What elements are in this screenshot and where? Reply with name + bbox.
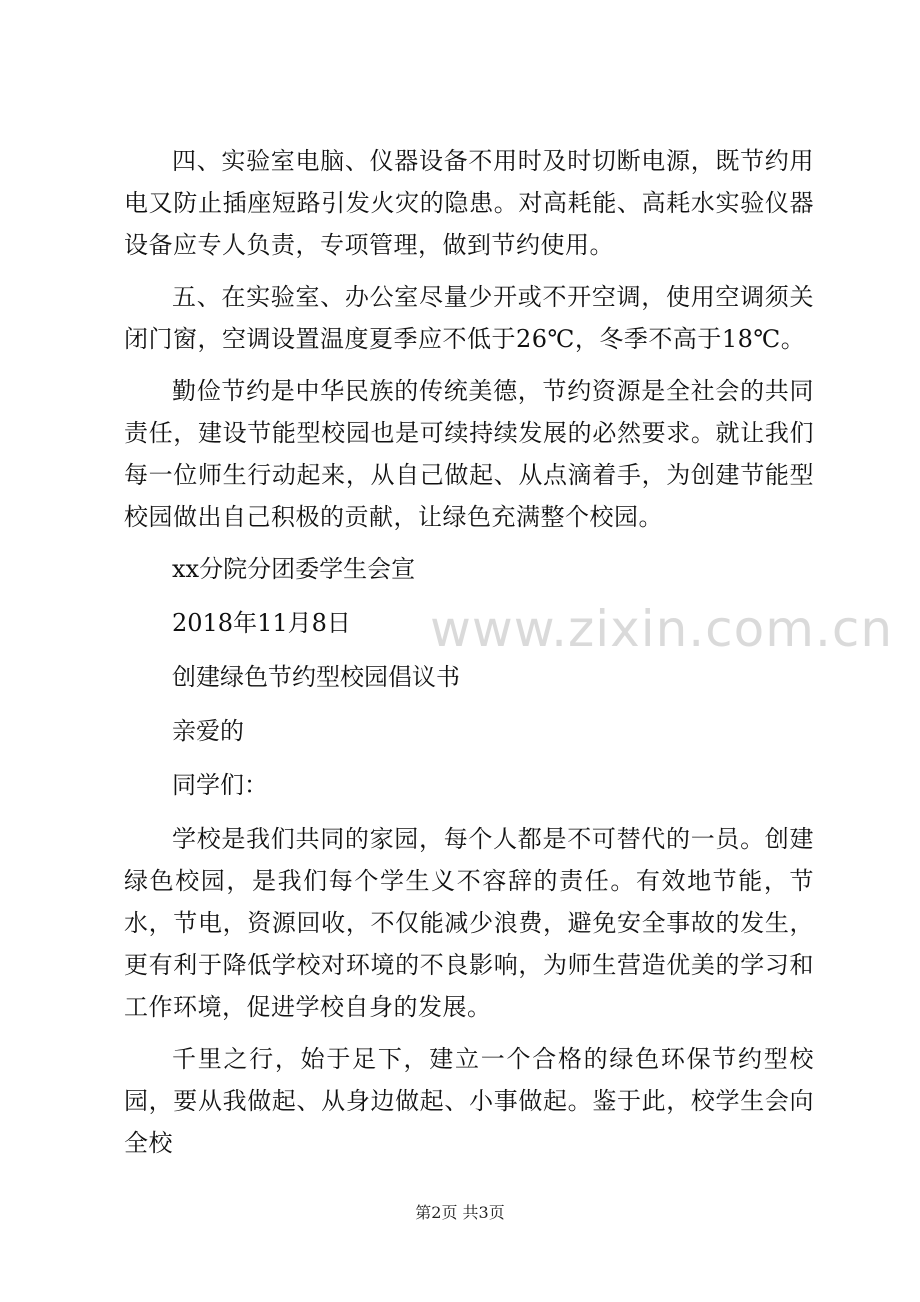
signature-org: xx分院分团委学生会宣 (172, 555, 416, 583)
paragraph-item-five: 五、在实验室、办公室尽量少开或不开空调，使用空调须关闭门窗，空调设置温度夏季应不低于26℃，冬季不高于18℃。 (124, 283, 814, 353)
page-footer: 第2页 共3页 (415, 1203, 505, 1222)
watermark: www.zixin.com.cn (430, 600, 894, 658)
proposal-title: 创建绿色节约型校园倡议书 (172, 663, 460, 691)
salutation-line-2: 同学们： (172, 771, 268, 799)
paragraph-closing: 勤俭节约是中华民族的传统美德，节约资源是全社会的共同责任，建设节能型校园也是可续持续发展的必然要求。就让我们每一位师生行动起来，从自己做起、从点滴着手，为创建节能型校园做出自己积极的贡献，让绿色充满整个校园。 (124, 377, 814, 531)
proposal-paragraph-2: 千里之行，始于足下，建立一个合格的绿色环保节约型校园，要从我做起、从身边做起、小事做起。鉴于此，校学生会向全校 (124, 1045, 814, 1157)
salutation-line-1: 亲爱的 (172, 717, 244, 745)
signature-date: 2018年11月8日 (172, 609, 351, 637)
proposal-paragraph-1: 学校是我们共同的家园，每个人都是不可替代的一员。创建绿色校园，是我们每个学生义不容辞的责任。有效地节能，节水，节电，资源回收，不仅能减少浪费，避免安全事故的发生，更有利于降低学校对环境的不良影响，为师生营造优美的学习和工作环境，促进学校自身的发展。 (124, 825, 814, 1021)
paragraph-item-four: 四、实验室电脑、仪器设备不用时及时切断电源，既节约用电又防止插座短路引发火灾的隐患。对高耗能、高耗水实验仪器设备应专人负责，专项管理，做到节约使用。 (124, 147, 814, 259)
